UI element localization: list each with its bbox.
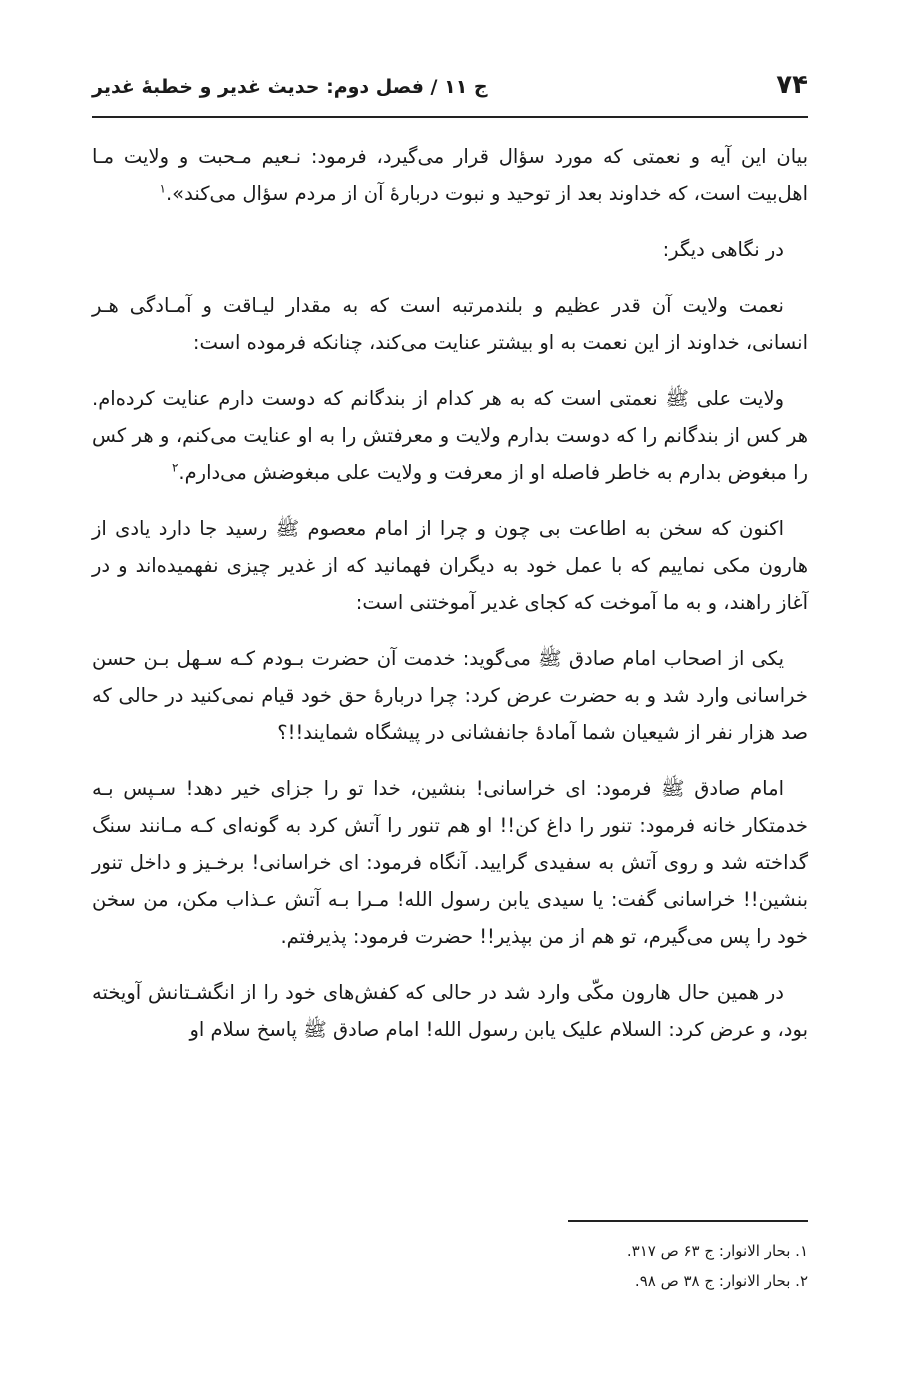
body-text [92, 138, 808, 1067]
paragraph [92, 770, 808, 955]
running-title: ج ۱۱ / فصل دوم: حدیث غدیر و خطبهٔ غدیر [92, 76, 488, 98]
footnotes [92, 1236, 808, 1296]
paragraph [92, 138, 808, 212]
page-number: ۷۴ [776, 70, 808, 100]
paragraph-text: در همین حال هارون مکّی وارد شد در حالی که کفش‌های خود را از انگشـتانش آویخته بود، و عرض کرد: السلام علیک یابن رسول الله! امام صادق ﷺ پاسخ سلام او [92, 981, 808, 1041]
footnote-rule [568, 1220, 808, 1222]
paragraph [92, 974, 808, 1048]
paragraph-text: امام صادق ﷺ فرمود: ای خراسانی! بنشین، خدا تو را جزای خیر دهد! سـپس بـه خدمتکار خانه فرمود: تنور را داغ کن!! او هم تنور را آتش کرد به گونه‌ای کـه مـانند سنگ گداخته شد و روی آتش به سفیدی گرایید. آنگاه فرمود: ای خراسانی! برخـیز و داخل تنور بنشین!! خراسانی گفت: یا سیدی یابن رسول الله! مـرا بـه آتش عـذاب مکن، من سخن خود را پس می‌گیرم، تو هم از من بپذیر!! حضرت فرمود: پذیرفتم. [92, 777, 808, 948]
paragraph-text: نعمت ولایت آن قدر عظیم و بلندمرتبه است که به مقدار لیـاقت و آمـادگی هـر انسانی، خداوند از این نعمت به او بیشتر عنایت می‌کند، چنانکه فرموده است: [92, 294, 808, 354]
paragraph [92, 640, 808, 751]
paragraph-text: بیان این آیه و نعمتی که مورد سؤال قرار می‌گیرد، فرمود: نـعیم مـحبت و ولایت مـا اهل‌بیت است، که خداوند بعد از توحید و نبوت دربارهٔ آن از مردم سؤال می‌کند». [92, 145, 808, 205]
paragraph-text: ولایت علی ﷺ نعمتی است که به هر کدام از بندگانم که دوست دارم عنایت کرده‌ام. هر کس از بندگانم را که دوست بدارم ولایت و معرفتش را به او عنایت می‌کنم، و هر کس را مبغوض بدارم به خاطر فاصله او از معرفت و ولایت علی مبغوضش می‌دارم. [92, 387, 808, 484]
paragraph-text: یکی از اصحاب امام صادق ﷺ می‌گوید: خدمت آن حضرت بـودم کـه سـهل بـن حسن خراسانی وارد شد و به حضرت عرض کرد: چرا دربارهٔ حق خود قیام نمی‌کنید در حالی که صد هزار نفر از شیعیان شما آمادهٔ جانفشانی در پیشگاه شمایند!!؟ [92, 647, 808, 744]
paragraph [92, 510, 808, 621]
page-header [92, 70, 808, 110]
paragraph-text: اکنون که سخن به اطاعت بی چون و چرا از امام معصوم ﷺ رسید جا دارد یادی از هارون مکی نماییم که با عمل خود به دیگران فهمانید که از غدیر چیزی نفهمیده‌اند و در آغاز راهند، و به ما آموخت که کجای غدیر آموختنی است: [92, 517, 808, 614]
footnote-ref: ۲ [171, 460, 179, 475]
paragraph [92, 287, 808, 361]
footnote-1: ۱. بحار الانوار: ج ۶۳ ص ۳۱۷. [626, 1242, 808, 1260]
footnote-ref: ۱ [159, 181, 166, 196]
paragraph-text: در نگاهی دیگر: [662, 238, 784, 261]
footnote-2: ۲. بحار الانوار: ج ۳۸ ص ۹۸. [634, 1272, 808, 1290]
header-rule [92, 116, 808, 118]
paragraph [92, 231, 808, 268]
quote-paragraph [92, 380, 808, 491]
